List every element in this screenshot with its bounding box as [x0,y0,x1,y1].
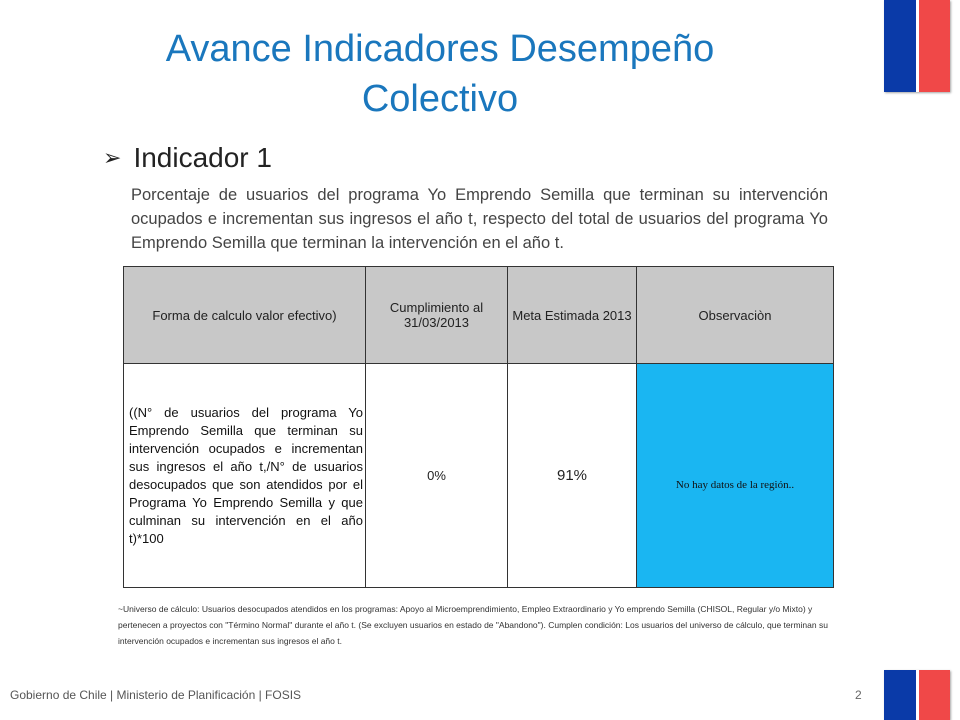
indicator-heading-text: Indicador 1 [133,142,272,173]
header-cumplimiento [366,267,508,364]
indicator-heading [103,142,272,174]
flag-red-stripe [916,670,951,720]
table-header-row [124,267,834,364]
slide-title [80,24,800,124]
cell-formula: ((N° de usuarios del programa Yo Emprendo Semilla que terminan su intervención ocupados e incrementan sus ingresos el año t,/N° de usuarios desocupados que son atendidos por el Programa Yo Emprendo Semilla y que culminan su intervención en el año t)*100 [124,364,366,588]
header-formula [124,267,366,364]
flag-red-stripe [916,0,951,92]
cell-cumplimiento: 0% [366,364,508,588]
header-formula-label: Forma de calculo valor efectivo) [152,307,337,323]
header-meta-label: Meta Estimada 2013 [512,307,632,323]
cell-meta: 91% [508,364,637,588]
header-observacion [637,267,834,364]
page-number: 2 [855,688,862,702]
slide-title-line2: Colectivo [361,78,519,120]
cell-observacion: No hay datos de la región.. [637,364,834,588]
chile-flag-bottom-decoration [884,670,950,720]
header-meta [508,267,637,364]
table-row [124,364,834,588]
chile-flag-top-decoration [884,0,950,92]
header-cumplimiento-label: Cumplimiento al 31/03/2013 [389,300,484,330]
footer-text: Gobierno de Chile | Ministerio de Planificación | FOSIS [10,688,302,702]
slide-title-line1: Avance Indicadores Desempeño [165,28,715,70]
indicator-description: Porcentaje de usuarios del programa Yo Emprendo Semilla que terminan su intervención ocupados e incrementan sus ingresos el año t, respecto del total de usuarios del programa Yo Emprendo Semilla que terminan la intervención en el año t. [131,186,828,252]
arrow-bullet-icon: ➢ [103,145,122,170]
flag-blue-stripe [884,670,916,720]
flag-blue-stripe [884,0,916,92]
footnote: ~Universo de cálculo: Usuarios desocupados atendidos en los programas: Apoyo al Microemprendimiento, Empleo Extraordinario y Yo emprendo Semilla (CHISOL, Regular y/o Mixto) y pertenecen a proyectos con "Término Normal" durante el año t. (Se excluyen usuarios en estado de "Abandono"). Cumplen condición: Los usuarios del universo de cálculo, que terminan su intervención ocupados e incrementan sus ingresos el año t. [118,604,828,646]
indicator-table [123,266,834,588]
header-observacion-label: Observaciòn [698,307,772,323]
